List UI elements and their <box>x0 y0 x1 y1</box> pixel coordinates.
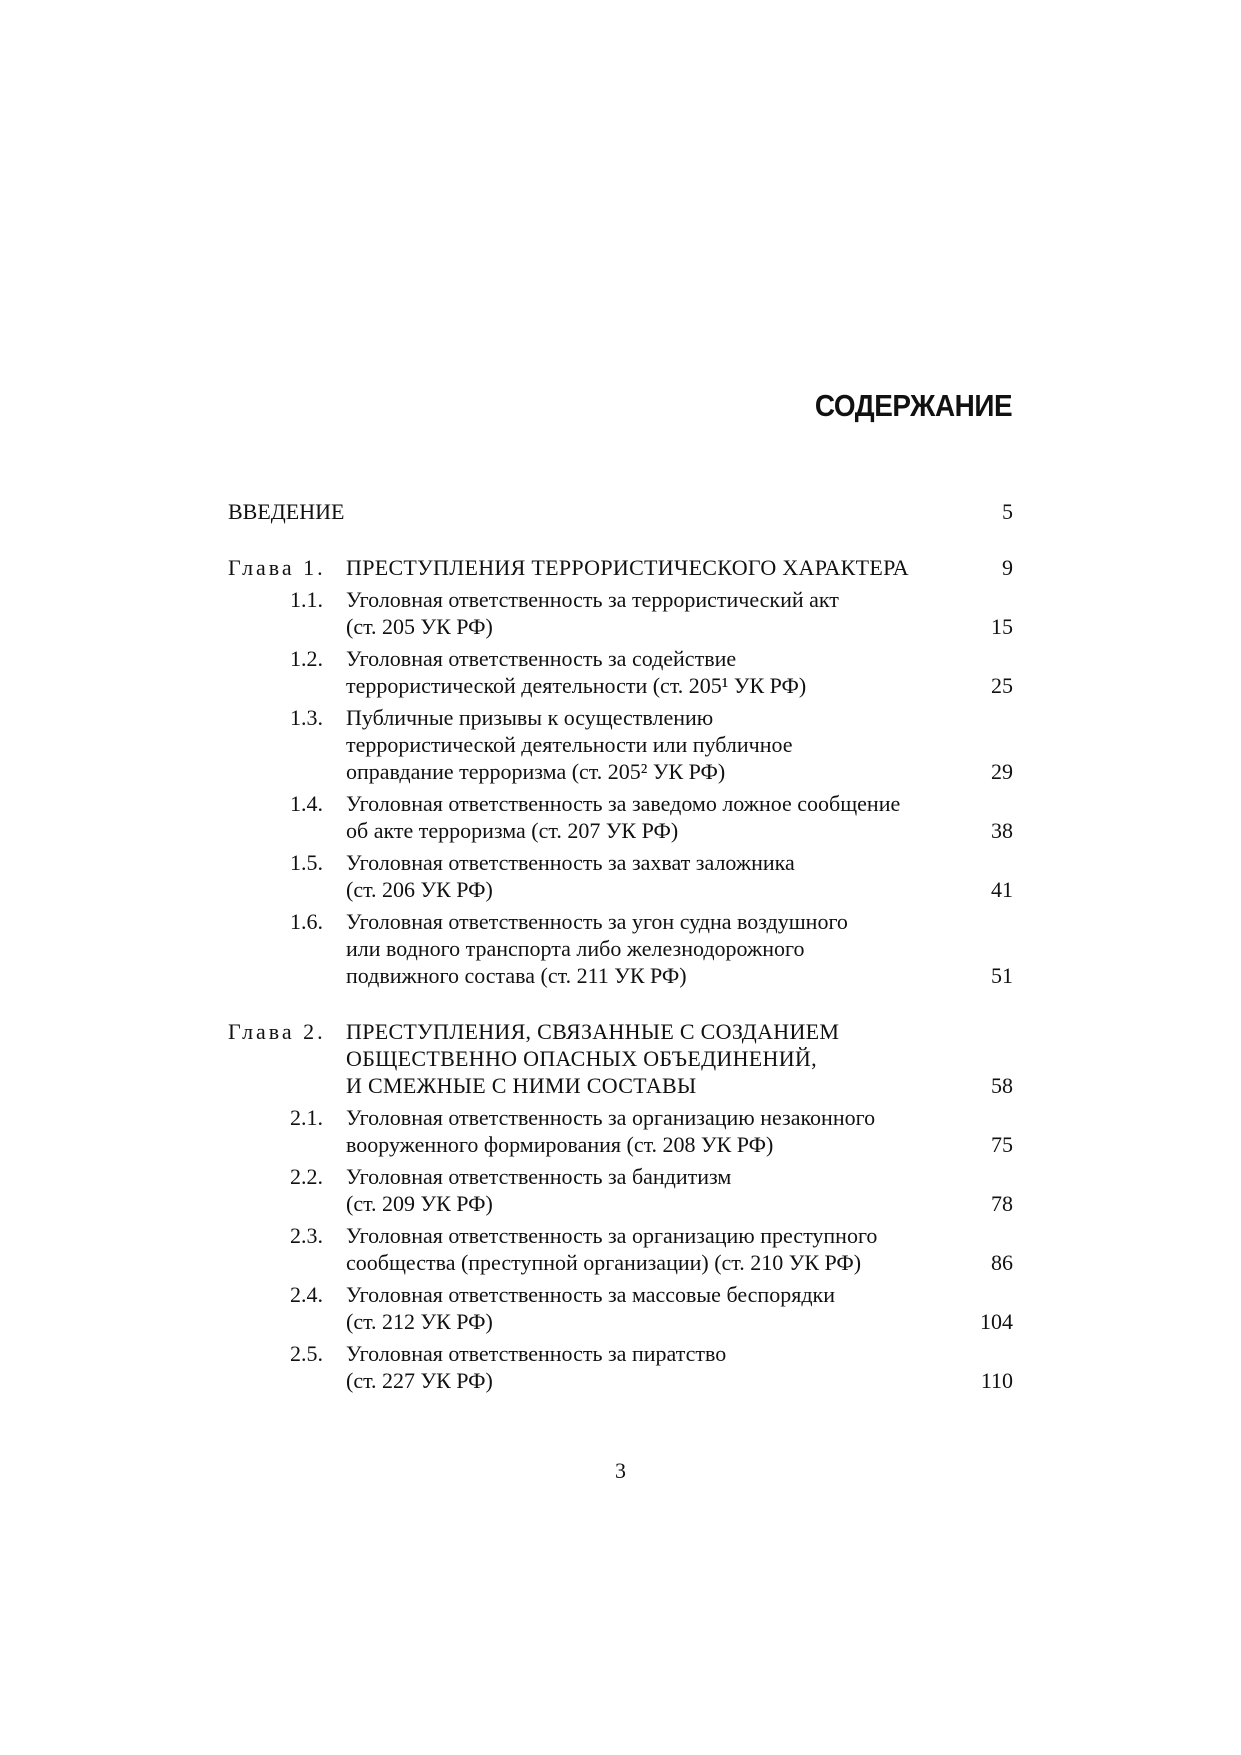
section-line: (ст. 212 УК РФ) <box>346 1309 493 1334</box>
section-number: 1.2. <box>290 646 323 671</box>
section-line: Уголовная ответственность за массовые беспорядки <box>346 1282 835 1307</box>
section-number: 2.2. <box>290 1164 323 1189</box>
section-number: 1.6. <box>290 909 323 934</box>
section-title <box>346 1163 946 1217</box>
section-title <box>346 645 946 699</box>
section-line: Уголовная ответственность за организацию незаконного <box>346 1105 876 1130</box>
section-line: Уголовная ответственность за организацию преступного <box>346 1223 878 1248</box>
section-title <box>346 1281 946 1335</box>
chapter-label: Глава 1. <box>228 555 326 580</box>
section-title <box>346 1104 946 1158</box>
section-title <box>346 1222 946 1276</box>
section-number: 2.1. <box>290 1105 323 1130</box>
section-number: 2.3. <box>290 1223 323 1248</box>
section-line: об акте терроризма (ст. 207 УК РФ) <box>346 818 679 843</box>
section-line: Уголовная ответственность за бандитизм <box>346 1164 732 1189</box>
section-page: 29 <box>991 759 1013 784</box>
section-number: 1.5. <box>290 850 323 875</box>
section-line: Уголовная ответственность за содействие <box>346 646 737 671</box>
chapter-page: 9 <box>1002 555 1013 580</box>
section-page: 38 <box>991 818 1013 843</box>
section-line: Уголовная ответственность за захват заложника <box>346 850 795 875</box>
section-page: 41 <box>991 877 1013 902</box>
section-line: (ст. 206 УК РФ) <box>346 877 493 902</box>
section-number: 1.4. <box>290 791 323 816</box>
section-title <box>346 908 946 989</box>
section-line: террористической деятельности (ст. 205¹ УК РФ) <box>346 673 807 698</box>
chapter-title-line: ПРЕСТУПЛЕНИЯ ТЕРРОРИСТИЧЕСКОГО ХАРАКТЕРА <box>346 555 909 580</box>
section-title <box>346 586 946 640</box>
section-line: Уголовная ответственность за террористический акт <box>346 587 839 612</box>
page-title: СОДЕРЖАНИЕ <box>814 388 1012 423</box>
section-title <box>346 849 946 903</box>
section-line: Публичные призывы к осуществлению <box>346 705 714 730</box>
section-line: (ст. 205 УК РФ) <box>346 614 493 639</box>
section-title <box>346 1340 946 1394</box>
chapter-title-line: И СМЕЖНЫЕ С НИМИ СОСТАВЫ <box>346 1073 697 1098</box>
section-page: 75 <box>991 1132 1013 1157</box>
chapter-page: 58 <box>991 1073 1013 1098</box>
section-page: 78 <box>991 1191 1013 1216</box>
section-line: или водного транспорта либо железнодорожного <box>346 936 805 961</box>
section-number: 2.4. <box>290 1282 323 1307</box>
section-page: 86 <box>991 1250 1013 1275</box>
section-title <box>346 704 946 785</box>
chapter-title <box>346 554 946 581</box>
section-line: подвижного состава (ст. 211 УК РФ) <box>346 963 687 988</box>
chapter-title <box>346 1018 946 1099</box>
toc-intro-text: ВВЕДЕНИЕ <box>228 499 345 524</box>
section-page: 25 <box>991 673 1013 698</box>
section-line: (ст. 227 УК РФ) <box>346 1368 493 1393</box>
chapter-title-line: ПРЕСТУПЛЕНИЯ, СВЯЗАННЫЕ С СОЗДАНИЕМ <box>346 1019 840 1044</box>
section-title <box>346 790 946 844</box>
section-number: 1.3. <box>290 705 323 730</box>
section-page: 110 <box>980 1368 1013 1393</box>
page-number: 3 <box>615 1458 626 1483</box>
section-line: Уголовная ответственность за пиратство <box>346 1341 727 1366</box>
section-line: вооруженного формирования (ст. 208 УК РФ) <box>346 1132 774 1157</box>
section-line: (ст. 209 УК РФ) <box>346 1191 493 1216</box>
section-page: 51 <box>991 963 1013 988</box>
chapter-label: Глава 2. <box>228 1019 326 1044</box>
section-line: сообщества (преступной организации) (ст. 210 УК РФ) <box>346 1250 862 1275</box>
section-number: 2.5. <box>290 1341 323 1366</box>
section-number: 1.1. <box>290 587 323 612</box>
section-line: террористической деятельности или публичное <box>346 732 793 757</box>
section-page: 15 <box>991 614 1013 639</box>
chapter-title-line: ОБЩЕСТВЕННО ОПАСНЫХ ОБЪЕДИНЕНИЙ, <box>346 1046 817 1071</box>
section-line: Уголовная ответственность за угон судна воздушного <box>346 909 848 934</box>
section-page: 104 <box>980 1309 1013 1334</box>
section-line: Уголовная ответственность за заведомо ложное сообщение <box>346 791 901 816</box>
section-line: оправдание терроризма (ст. 205² УК РФ) <box>346 759 726 784</box>
toc-intro-page: 5 <box>1002 499 1013 524</box>
